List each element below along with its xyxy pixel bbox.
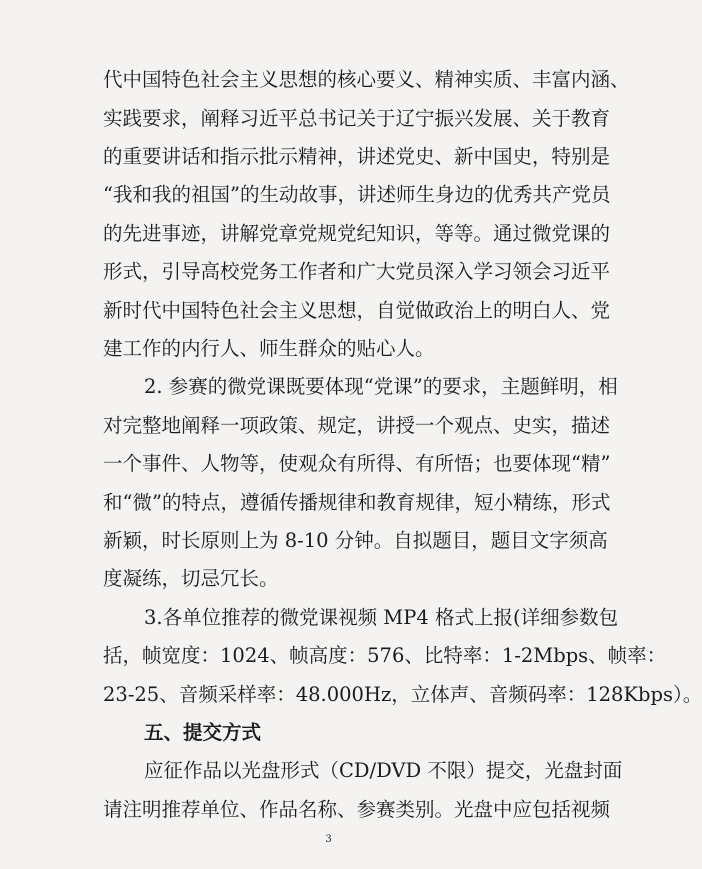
body-text-line: 3.各单位推荐的微党课视频 MP4 格式上报(详细参数包 [144, 606, 619, 629]
page-number: 3 [325, 834, 332, 845]
body-text-line: 实践要求，阐释习近平总书记关于辽宁振兴发展、关于教育 [103, 107, 611, 130]
body-text-line: 2. 参赛的微党课既要体现“党课”的要求，主题鲜明，相 [144, 375, 618, 398]
body-text-line: “我和我的祖国”的生动故事，讲述师生身边的优秀共产党员 [103, 183, 611, 206]
body-text-line: 和“微”的特点，遵循传播规律和教育规律，短小精练，形式 [103, 491, 611, 514]
body-text-line: 的先进事迹，讲解党章党规党纪知识，等等。通过微党课的 [103, 222, 611, 245]
body-text-line: 23-25、音频采样率：48.000Hz，立体声、音频码率：128Kbps）。 [103, 683, 702, 706]
body-text-line: 度凝练，切忌冗长。 [103, 567, 279, 590]
body-text-line: 新时代中国特色社会主义思想，自觉做政治上的明白人、党 [103, 299, 611, 322]
body-text-line: 应征作品以光盘形式（CD/DVD 不限）提交，光盘封面 [144, 759, 623, 782]
body-text-line: 形式，引导高校党务工作者和广大党员深入学习领会习近平 [103, 260, 611, 283]
body-text-line: 对完整地阐释一项政策、规定，讲授一个观点、史实，描述 [103, 414, 611, 437]
body-text-line: 代中国特色社会主义思想的核心要义、精神实质、丰富内涵、 [103, 68, 630, 91]
body-text-line: 建工作的内行人、师生群众的贴心人。 [103, 337, 435, 360]
body-text-line: 括，帧宽度：1024、帧高度：576、比特率：1-2Mbps、帧率： [103, 644, 667, 667]
body-text-line: 的重要讲话和指示批示精神，讲述党史、新中国史，特别是 [103, 145, 611, 168]
body-text-line: 请注明推荐单位、作品名称、参赛类别。光盘中应包括视频 [103, 798, 611, 821]
body-text-line: 新颖，时长原则上为 8-10 分钟。自拟题目，题目文字须高 [103, 529, 608, 552]
body-text-line: 一个事件、人物等，使观众有所得、有所悟；也要体现“精” [103, 452, 611, 475]
section-heading: 五、提交方式 [144, 721, 262, 744]
